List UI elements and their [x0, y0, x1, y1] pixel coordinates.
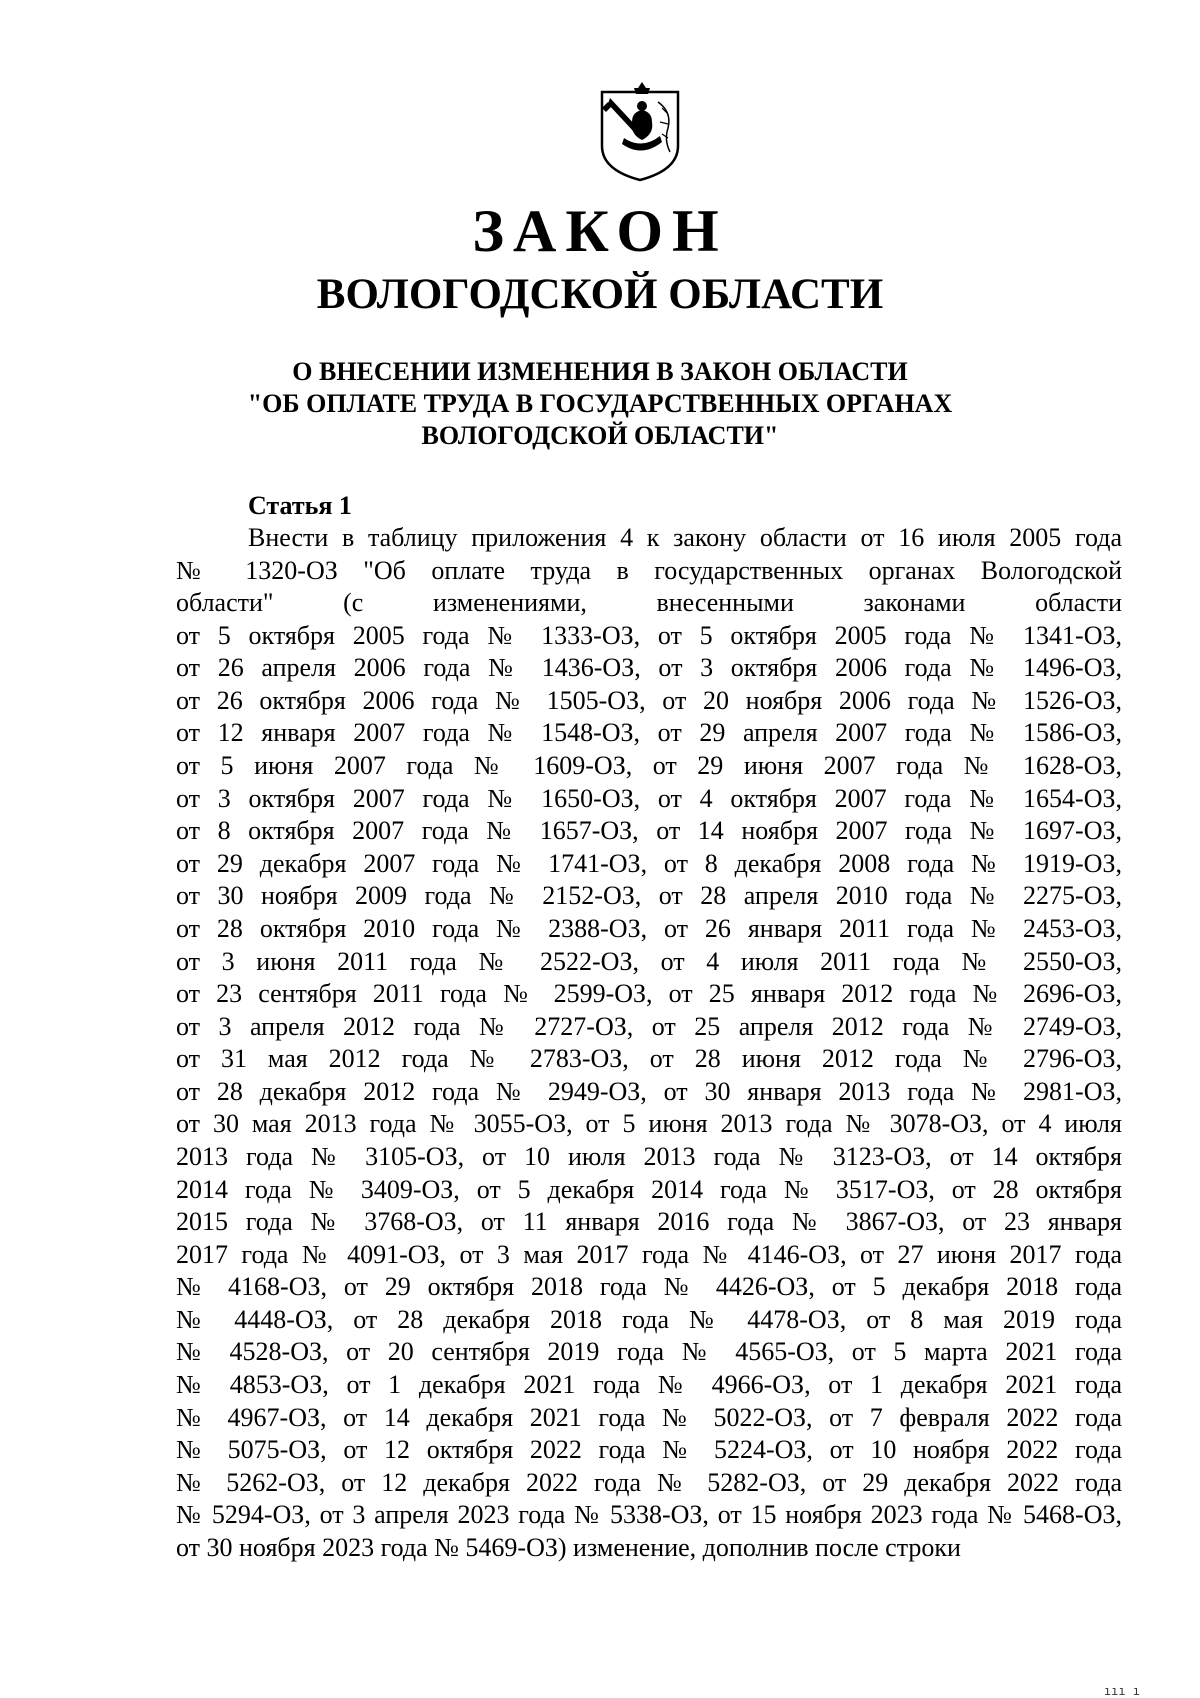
body-line: № 5294-ОЗ, от 3 апреля 2023 года № 5338-ОЗ, от 15 ноября 2023 года № 5468-ОЗ,	[176, 1500, 1122, 1530]
body-line: 2015 года № 3768-ОЗ, от 11 января 2016 года № 3867-ОЗ, от 23 января	[176, 1207, 1122, 1237]
body-line: от 8 октября 2007 года № 1657-ОЗ, от 14 ноября 2007 года № 1697-ОЗ,	[176, 816, 1122, 846]
subject-line: О ВНЕСЕНИИ ИЗМЕНЕНИЯ В ЗАКОН ОБЛАСТИ	[292, 357, 908, 386]
article-heading: Статья 1	[248, 491, 352, 520]
subject-line: ВОЛОГОДСКОЙ ОБЛАСТИ"	[421, 421, 779, 450]
body-line: № 1320-ОЗ "Об оплате труда в государственных органах Вологодской	[176, 555, 1122, 585]
body-line: области" (с изменениями, внесенными законами области	[176, 588, 1122, 618]
body-line: № 4853-ОЗ, от 1 декабря 2021 года № 4966-ОЗ, от 1 декабря 2021 года	[176, 1370, 1122, 1400]
body-line: № 5075-ОЗ, от 12 октября 2022 года № 5224-ОЗ, от 10 ноября 2022 года	[176, 1435, 1122, 1465]
article-body	[176, 522, 1122, 1565]
body-line: от 30 ноября 2009 года № 2152-ОЗ, от 28 апреля 2010 года № 2275-ОЗ,	[176, 881, 1122, 911]
coat-of-arms-icon	[598, 78, 682, 183]
body-line: от 30 мая 2013 года № 3055-ОЗ, от 5 июня 2013 года № 3078-ОЗ, от 4 июля	[176, 1109, 1122, 1139]
body-line: от 31 мая 2012 года № 2783-ОЗ, от 28 июня 2012 года № 2796-ОЗ,	[176, 1044, 1122, 1074]
body-line: от 3 апреля 2012 года № 2727-ОЗ, от 25 апреля 2012 года № 2749-ОЗ,	[176, 1011, 1122, 1041]
scan-marks: ııı ı	[1103, 1684, 1140, 1698]
body-line: № 4168-ОЗ, от 29 октября 2018 года № 4426-ОЗ, от 5 декабря 2018 года	[176, 1272, 1122, 1302]
body-line: от 28 октября 2010 года № 2388-ОЗ, от 26 января 2011 года № 2453-ОЗ,	[176, 913, 1122, 943]
body-line: 2017 года № 4091-ОЗ, от 3 мая 2017 года № 4146-ОЗ, от 27 июня 2017 года	[176, 1239, 1122, 1269]
body-line: № 4448-ОЗ, от 28 декабря 2018 года № 4478-ОЗ, от 8 мая 2019 года	[176, 1304, 1122, 1334]
body-line: от 5 октября 2005 года № 1333-ОЗ, от 5 октября 2005 года № 1341-ОЗ,	[176, 620, 1122, 650]
body-line: № 5262-ОЗ, от 12 декабря 2022 года № 5282-ОЗ, от 29 декабря 2022 года	[176, 1467, 1122, 1497]
body-line: от 30 ноября 2023 года № 5469-ОЗ) изменение, дополнив после строки	[176, 1532, 961, 1562]
body-line: от 3 июня 2011 года № 2522-ОЗ, от 4 июля 2011 года № 2550-ОЗ,	[176, 946, 1122, 976]
subject-line: "ОБ ОПЛАТЕ ТРУДА В ГОСУДАРСТВЕННЫХ ОРГАНАХ	[247, 389, 953, 418]
body-line: 2014 года № 3409-ОЗ, от 5 декабря 2014 года № 3517-ОЗ, от 28 октября	[176, 1174, 1122, 1204]
body-line: 2013 года № 3105-ОЗ, от 10 июля 2013 года № 3123-ОЗ, от 14 октября	[176, 1141, 1122, 1171]
region-name: ВОЛОГОДСКОЙ ОБЛАСТИ	[316, 271, 884, 318]
body-line: от 23 сентября 2011 года № 2599-ОЗ, от 25 января 2012 года № 2696-ОЗ,	[176, 979, 1122, 1009]
body-line: от 29 декабря 2007 года № 1741-ОЗ, от 8 декабря 2008 года № 1919-ОЗ,	[176, 848, 1122, 878]
body-line: Внести в таблицу приложения 4 к закону области от 16 июля 2005 года	[248, 523, 1122, 552]
body-line: от 5 июня 2007 года № 1609-ОЗ, от 29 июня 2007 года № 1628-ОЗ,	[176, 751, 1122, 781]
body-line: № 4528-ОЗ, от 20 сентября 2019 года № 4565-ОЗ, от 5 марта 2021 года	[176, 1337, 1122, 1367]
body-line: от 28 декабря 2012 года № 2949-ОЗ, от 30 января 2013 года № 2981-ОЗ,	[176, 1076, 1122, 1106]
body-line: от 12 января 2007 года № 1548-ОЗ, от 29 апреля 2007 года № 1586-ОЗ,	[176, 718, 1122, 748]
document-title: ЗАКОН	[472, 198, 728, 264]
law-subject	[0, 356, 1200, 452]
body-line: от 26 октября 2006 года № 1505-ОЗ, от 20 ноября 2006 года № 1526-ОЗ,	[176, 685, 1122, 715]
body-line: № 4967-ОЗ, от 14 декабря 2021 года № 5022-ОЗ, от 7 февраля 2022 года	[176, 1402, 1122, 1432]
body-line: от 26 апреля 2006 года № 1436-ОЗ, от 3 октября 2006 года № 1496-ОЗ,	[176, 653, 1122, 683]
body-line: от 3 октября 2007 года № 1650-ОЗ, от 4 октября 2007 года № 1654-ОЗ,	[176, 783, 1122, 813]
